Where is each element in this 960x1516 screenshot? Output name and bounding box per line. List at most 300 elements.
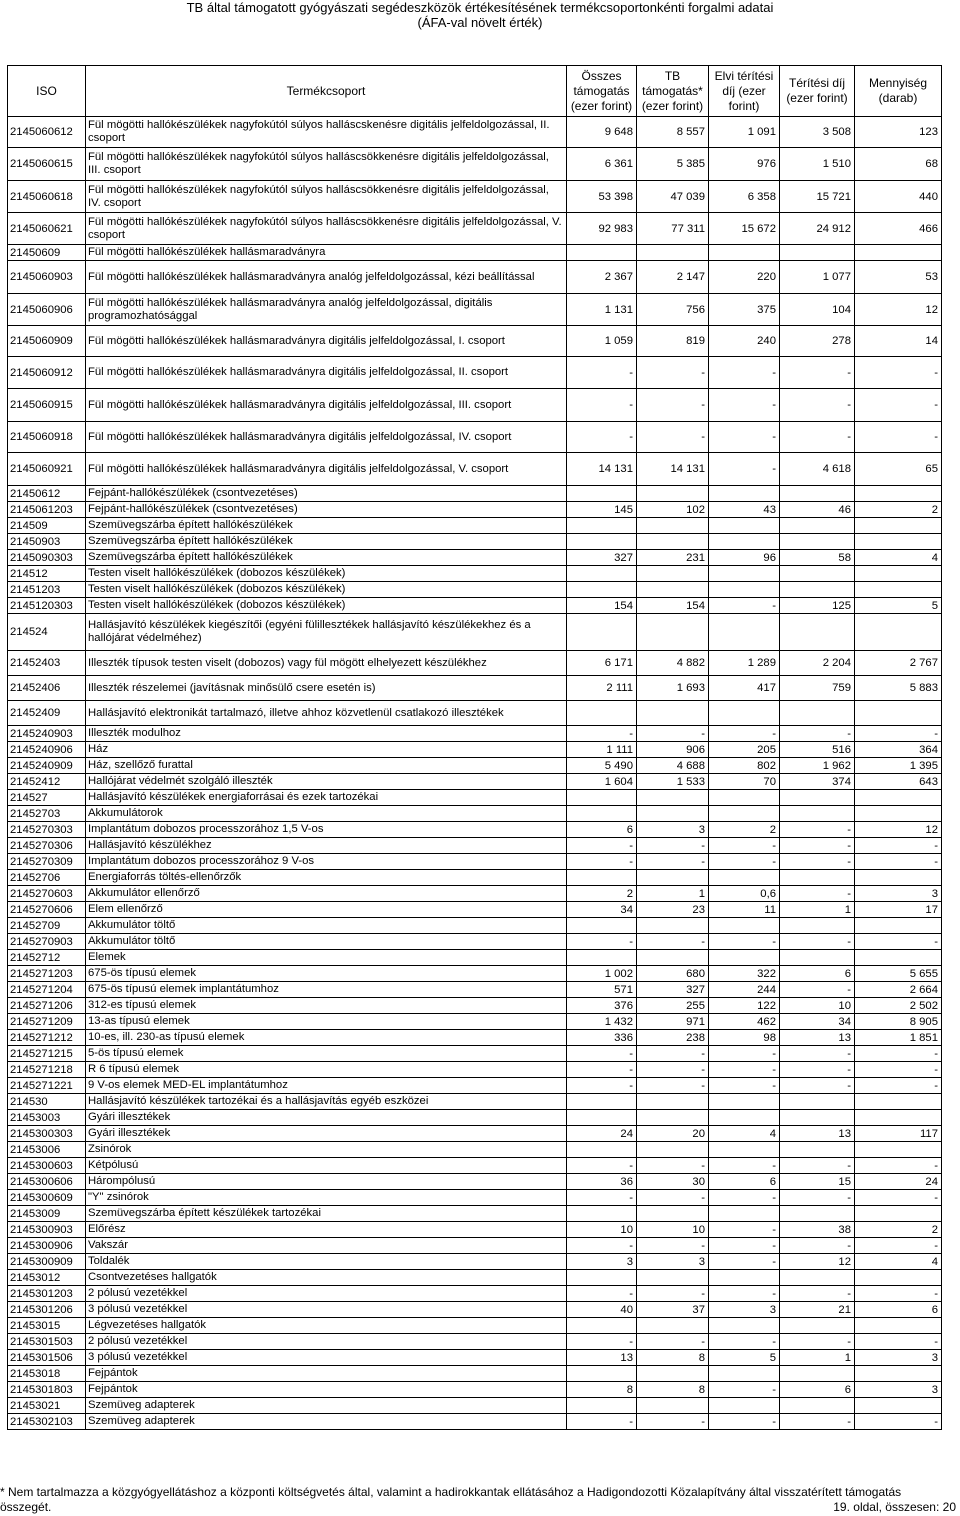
table-row	[8, 726, 942, 742]
col-header-group: Termékcsoport	[86, 66, 567, 117]
product-group-name: 675-ös típusú elemek implantátumhoz	[86, 982, 567, 998]
fee-value: 278	[780, 326, 855, 357]
product-group-name: Hallásjavító készülékhez	[86, 838, 567, 854]
tb-support-value: 8 557	[637, 117, 709, 148]
fee-value: 1 510	[780, 148, 855, 181]
quantity-value: -	[855, 838, 942, 854]
tb-support-value	[637, 245, 709, 261]
iso-code: 21452712	[8, 950, 86, 966]
quantity-value: -	[855, 357, 942, 389]
total-support-value: 10	[567, 1222, 637, 1238]
fee-value: 13	[780, 1126, 855, 1142]
theoretical-fee-value: 205	[709, 742, 780, 758]
iso-code: 214524	[8, 614, 86, 651]
table-row	[8, 822, 942, 838]
total-support-value: -	[567, 1238, 637, 1254]
tb-support-value	[637, 534, 709, 550]
tb-support-value	[637, 1318, 709, 1334]
table-row	[8, 1398, 942, 1414]
product-group-name: Zsinórok	[86, 1142, 567, 1158]
total-support-value: 36	[567, 1174, 637, 1190]
tb-support-value: 102	[637, 502, 709, 518]
tb-support-value: 819	[637, 326, 709, 357]
quantity-value	[855, 918, 942, 934]
total-support-value	[567, 1110, 637, 1126]
fee-value: 58	[780, 550, 855, 566]
iso-code: 21452703	[8, 806, 86, 822]
product-group-name: 13-as típusú elemek	[86, 1014, 567, 1030]
quantity-value: 24	[855, 1174, 942, 1190]
quantity-value: 68	[855, 148, 942, 181]
tb-support-value: -	[637, 422, 709, 453]
theoretical-fee-value	[709, 950, 780, 966]
theoretical-fee-value: 1 091	[709, 117, 780, 148]
tb-support-value	[637, 1270, 709, 1286]
table-row	[8, 550, 942, 566]
table-row	[8, 998, 942, 1014]
quantity-value: 8 905	[855, 1014, 942, 1030]
total-support-value: 336	[567, 1030, 637, 1046]
theoretical-fee-value: -	[709, 1062, 780, 1078]
total-support-value	[567, 918, 637, 934]
quantity-value	[855, 1110, 942, 1126]
table-row	[8, 1062, 942, 1078]
iso-code: 2145060915	[8, 389, 86, 422]
product-group-name: Szemüveg adapterek	[86, 1398, 567, 1414]
total-support-value: 13	[567, 1350, 637, 1366]
total-support-value: 5 490	[567, 758, 637, 774]
quantity-value: 2	[855, 1222, 942, 1238]
total-support-value: 92 983	[567, 213, 637, 245]
tb-support-value: 231	[637, 550, 709, 566]
product-group-name: Illeszték modulhoz	[86, 726, 567, 742]
theoretical-fee-value	[709, 566, 780, 582]
col-header-tb: TB támogatás* (ezer forint)	[637, 66, 709, 117]
theoretical-fee-value: 15 672	[709, 213, 780, 245]
total-support-value: 1 604	[567, 774, 637, 790]
theoretical-fee-value: 244	[709, 982, 780, 998]
tb-support-value: 756	[637, 294, 709, 326]
fee-value: 2 204	[780, 651, 855, 676]
table-body	[8, 117, 942, 1430]
table-row	[8, 245, 942, 261]
quantity-value: 2	[855, 502, 942, 518]
quantity-value: -	[855, 726, 942, 742]
theoretical-fee-value	[709, 790, 780, 806]
theoretical-fee-value: -	[709, 422, 780, 453]
quantity-value: 440	[855, 181, 942, 213]
total-support-value: -	[567, 934, 637, 950]
total-support-value	[567, 1318, 637, 1334]
fee-value: 516	[780, 742, 855, 758]
iso-code: 2145301503	[8, 1334, 86, 1350]
theoretical-fee-value: -	[709, 1190, 780, 1206]
product-group-name: Légvezetéses hallgatók	[86, 1318, 567, 1334]
product-group-name: Hallásjavító elektronikát tartalmazó, illetve ahhoz közvetlenül csatlakozó illesztékek	[86, 701, 567, 726]
iso-code: 2145060921	[8, 453, 86, 486]
theoretical-fee-value	[709, 582, 780, 598]
iso-code: 21453003	[8, 1110, 86, 1126]
theoretical-fee-value	[709, 870, 780, 886]
total-support-value: 24	[567, 1126, 637, 1142]
total-support-value: -	[567, 389, 637, 422]
tb-support-value: 20	[637, 1126, 709, 1142]
tb-support-value: 77 311	[637, 213, 709, 245]
product-group-name: R 6 típusú elemek	[86, 1062, 567, 1078]
theoretical-fee-value	[709, 245, 780, 261]
iso-code: 21452406	[8, 676, 86, 701]
fee-value: 13	[780, 1030, 855, 1046]
fee-value	[780, 566, 855, 582]
tb-support-value	[637, 1206, 709, 1222]
quantity-value: 12	[855, 822, 942, 838]
tb-support-value: 37	[637, 1302, 709, 1318]
theoretical-fee-value: -	[709, 598, 780, 614]
fee-value	[780, 870, 855, 886]
iso-code: 2145301206	[8, 1302, 86, 1318]
iso-code: 2145300903	[8, 1222, 86, 1238]
theoretical-fee-value	[709, 806, 780, 822]
theoretical-fee-value	[709, 1398, 780, 1414]
iso-code: 2145270903	[8, 934, 86, 950]
quantity-value: -	[855, 1062, 942, 1078]
iso-code: 2145271212	[8, 1030, 86, 1046]
quantity-value: 5 883	[855, 676, 942, 701]
total-support-value	[567, 614, 637, 651]
product-group-name: Szemüvegszárba épített hallókészülékek	[86, 518, 567, 534]
quantity-value: -	[855, 1078, 942, 1094]
quantity-value: 123	[855, 117, 942, 148]
fee-value: 1 077	[780, 261, 855, 294]
quantity-value: 1 395	[855, 758, 942, 774]
fee-value: -	[780, 886, 855, 902]
iso-code: 2145271221	[8, 1078, 86, 1094]
theoretical-fee-value: -	[709, 934, 780, 950]
iso-code: 2145270306	[8, 838, 86, 854]
product-group-name: Csontvezetéses hallgatók	[86, 1270, 567, 1286]
theoretical-fee-value: -	[709, 1222, 780, 1238]
fee-value	[780, 1366, 855, 1382]
table-row	[8, 1366, 942, 1382]
total-support-value	[567, 245, 637, 261]
table-row	[8, 1222, 942, 1238]
theoretical-fee-value: 70	[709, 774, 780, 790]
total-support-value: 145	[567, 502, 637, 518]
fee-value: 374	[780, 774, 855, 790]
iso-code: 21453018	[8, 1366, 86, 1382]
iso-code: 2145300609	[8, 1190, 86, 1206]
tb-support-value: -	[637, 357, 709, 389]
total-support-value: 154	[567, 598, 637, 614]
iso-code: 2145302103	[8, 1414, 86, 1430]
product-group-name: 10-es, ill. 230-as típusú elemek	[86, 1030, 567, 1046]
tb-support-value: -	[637, 1334, 709, 1350]
tb-support-value: -	[637, 854, 709, 870]
iso-code: 21452412	[8, 774, 86, 790]
fee-value	[780, 1318, 855, 1334]
fee-value	[780, 614, 855, 651]
quantity-value	[855, 1398, 942, 1414]
quantity-value	[855, 701, 942, 726]
quantity-value: -	[855, 389, 942, 422]
fee-value: -	[780, 1190, 855, 1206]
tb-support-value: 1 533	[637, 774, 709, 790]
product-group-name: Akkumulátor töltő	[86, 934, 567, 950]
total-support-value: 1 131	[567, 294, 637, 326]
data-table	[7, 65, 942, 1430]
product-group-name: Implantátum dobozos processzorához 9 V-os	[86, 854, 567, 870]
product-group-name: Fejpántok	[86, 1366, 567, 1382]
theoretical-fee-value: 96	[709, 550, 780, 566]
tb-support-value	[637, 1110, 709, 1126]
theoretical-fee-value: -	[709, 389, 780, 422]
product-group-name: 5-ös típusú elemek	[86, 1046, 567, 1062]
fee-value	[780, 1270, 855, 1286]
iso-code: 2145300906	[8, 1238, 86, 1254]
fee-value: 1	[780, 1350, 855, 1366]
quantity-value	[855, 614, 942, 651]
table-row	[8, 1094, 942, 1110]
fee-value: 4 618	[780, 453, 855, 486]
fee-value	[780, 918, 855, 934]
tb-support-value: 255	[637, 998, 709, 1014]
table-row	[8, 181, 942, 213]
product-group-name: Toldalék	[86, 1254, 567, 1270]
total-support-value: 53 398	[567, 181, 637, 213]
iso-code: 2145270603	[8, 886, 86, 902]
fee-value: -	[780, 1158, 855, 1174]
tb-support-value: 4 882	[637, 651, 709, 676]
table-row	[8, 838, 942, 854]
fee-value: 6	[780, 1382, 855, 1398]
quantity-value: -	[855, 1046, 942, 1062]
total-support-value: 2	[567, 886, 637, 902]
total-support-value: 1 111	[567, 742, 637, 758]
theoretical-fee-value: 462	[709, 1014, 780, 1030]
page-number: 19. oldal, összesen: 20	[833, 1500, 956, 1514]
product-group-name: Akkumulátorok	[86, 806, 567, 822]
theoretical-fee-value: 802	[709, 758, 780, 774]
tb-support-value: -	[637, 726, 709, 742]
tb-support-value	[637, 701, 709, 726]
table-row	[8, 389, 942, 422]
product-group-name: Illeszték részelemei (javításnak minősülő csere esetén is)	[86, 676, 567, 701]
total-support-value: 1 432	[567, 1014, 637, 1030]
product-group-name: "Y" zsinórok	[86, 1190, 567, 1206]
fee-value	[780, 486, 855, 502]
tb-support-value: 5 385	[637, 148, 709, 181]
product-group-name: Implantátum dobozos processzorához 1,5 V-os	[86, 822, 567, 838]
table-row	[8, 1030, 942, 1046]
total-support-value	[567, 701, 637, 726]
product-group-name: Akkumulátor töltő	[86, 918, 567, 934]
total-support-value: 3	[567, 1254, 637, 1270]
quantity-value: -	[855, 1334, 942, 1350]
total-support-value: -	[567, 1414, 637, 1430]
iso-code: 2145120303	[8, 598, 86, 614]
total-support-value: 14 131	[567, 453, 637, 486]
table-row	[8, 651, 942, 676]
total-support-value	[567, 486, 637, 502]
table-row	[8, 582, 942, 598]
tb-support-value: 1	[637, 886, 709, 902]
iso-code: 2145300606	[8, 1174, 86, 1190]
fee-value	[780, 1398, 855, 1414]
total-support-value	[567, 566, 637, 582]
product-group-name: 3 pólusú vezetékkel	[86, 1302, 567, 1318]
tb-support-value	[637, 790, 709, 806]
table-row	[8, 701, 942, 726]
theoretical-fee-value: -	[709, 1414, 780, 1430]
table-row	[8, 1254, 942, 1270]
product-group-name: 675-ös típusú elemek	[86, 966, 567, 982]
product-group-name: Hallójárat védelmét szolgáló illeszték	[86, 774, 567, 790]
product-group-name: Elemek	[86, 950, 567, 966]
quantity-value: 4	[855, 1254, 942, 1270]
fee-value: -	[780, 1062, 855, 1078]
iso-code: 2145060618	[8, 181, 86, 213]
table-row	[8, 1190, 942, 1206]
theoretical-fee-value	[709, 1110, 780, 1126]
quantity-value: 364	[855, 742, 942, 758]
tb-support-value: 8	[637, 1350, 709, 1366]
quantity-value: -	[855, 1414, 942, 1430]
total-support-value	[567, 1398, 637, 1414]
product-group-name: Előrész	[86, 1222, 567, 1238]
fee-value: -	[780, 357, 855, 389]
product-group-name: Testen viselt hallókészülékek (dobozos készülékek)	[86, 598, 567, 614]
quantity-value: 466	[855, 213, 942, 245]
product-group-name: 312-es típusú elemek	[86, 998, 567, 1014]
iso-code: 2145271206	[8, 998, 86, 1014]
iso-code: 21450609	[8, 245, 86, 261]
total-support-value: -	[567, 1062, 637, 1078]
theoretical-fee-value: 5	[709, 1350, 780, 1366]
theoretical-fee-value: -	[709, 1158, 780, 1174]
theoretical-fee-value: 122	[709, 998, 780, 1014]
table-row	[8, 534, 942, 550]
product-group-name: Testen viselt hallókészülékek (dobozos készülékek)	[86, 582, 567, 598]
table-header-row	[8, 66, 942, 117]
fee-value: -	[780, 1078, 855, 1094]
tb-support-value: -	[637, 838, 709, 854]
fee-value: -	[780, 1286, 855, 1302]
product-group-name: Fül mögötti hallókészülékek hallásmaradványra digitális jelfeldolgozással, II. csoport	[86, 357, 567, 389]
quantity-value: 5 655	[855, 966, 942, 982]
fee-value: 34	[780, 1014, 855, 1030]
theoretical-fee-value: 3	[709, 1302, 780, 1318]
fee-value	[780, 806, 855, 822]
theoretical-fee-value: -	[709, 838, 780, 854]
quantity-value: 5	[855, 598, 942, 614]
theoretical-fee-value	[709, 1318, 780, 1334]
theoretical-fee-value: -	[709, 1078, 780, 1094]
tb-support-value: 4 688	[637, 758, 709, 774]
table-row	[8, 886, 942, 902]
quantity-value	[855, 566, 942, 582]
theoretical-fee-value: 976	[709, 148, 780, 181]
product-group-name: Testen viselt hallókészülékek (dobozos készülékek)	[86, 566, 567, 582]
iso-code: 21453015	[8, 1318, 86, 1334]
total-support-value: -	[567, 1078, 637, 1094]
theoretical-fee-value: -	[709, 357, 780, 389]
total-support-value: 8	[567, 1382, 637, 1398]
fee-value	[780, 950, 855, 966]
theoretical-fee-value: 98	[709, 1030, 780, 1046]
total-support-value: -	[567, 1158, 637, 1174]
table-row	[8, 453, 942, 486]
fee-value: -	[780, 1046, 855, 1062]
theoretical-fee-value: -	[709, 1286, 780, 1302]
quantity-value: 3	[855, 1350, 942, 1366]
iso-code: 2145300909	[8, 1254, 86, 1270]
quantity-value	[855, 1270, 942, 1286]
iso-code: 2145090303	[8, 550, 86, 566]
fee-value: 6	[780, 966, 855, 982]
theoretical-fee-value: 0,6	[709, 886, 780, 902]
quantity-value: 2 767	[855, 651, 942, 676]
total-support-value: -	[567, 726, 637, 742]
page-title: TB által támogatott gyógyászati segédeszközök értékesítésének termékcsoportonkénti forgalmi adatai	[186, 0, 774, 15]
tb-support-value	[637, 486, 709, 502]
fee-value	[780, 245, 855, 261]
quantity-value: 17	[855, 902, 942, 918]
product-group-name: 2 pólusú vezetékkel	[86, 1286, 567, 1302]
table-row	[8, 854, 942, 870]
tb-support-value: 906	[637, 742, 709, 758]
iso-code: 2145301506	[8, 1350, 86, 1366]
fee-value: -	[780, 838, 855, 854]
fee-value	[780, 534, 855, 550]
quantity-value: 4	[855, 550, 942, 566]
iso-code: 2145300303	[8, 1126, 86, 1142]
product-group-name: Akkumulátor ellenőrző	[86, 886, 567, 902]
table-row	[8, 918, 942, 934]
product-group-name: Fül mögötti hallókészülékek hallásmaradványra analóg jelfeldolgozással, digitális programozhatósággal	[86, 294, 567, 326]
product-group-name: Fül mögötti hallókészülékek hallásmaradványra digitális jelfeldolgozással, IV. csoport	[86, 422, 567, 453]
tb-support-value: -	[637, 1190, 709, 1206]
fee-value: 15	[780, 1174, 855, 1190]
iso-code: 2145300603	[8, 1158, 86, 1174]
iso-code: 2145271218	[8, 1062, 86, 1078]
product-group-name: Fül mögötti hallókészülékek hallásmaradványra digitális jelfeldolgozással, V. csoport	[86, 453, 567, 486]
theoretical-fee-value: 1 289	[709, 651, 780, 676]
iso-code: 21452403	[8, 651, 86, 676]
table-row	[8, 1078, 942, 1094]
quantity-value: 3	[855, 1382, 942, 1398]
theoretical-fee-value	[709, 614, 780, 651]
total-support-value	[567, 1094, 637, 1110]
table-row	[8, 422, 942, 453]
iso-code: 2145060621	[8, 213, 86, 245]
quantity-value: -	[855, 1158, 942, 1174]
table-row	[8, 1142, 942, 1158]
total-support-value: -	[567, 1190, 637, 1206]
product-group-name: Fül mögötti hallókészülékek hallásmaradványra analóg jelfeldolgozással, kézi beállítással	[86, 261, 567, 294]
fee-value: 1 962	[780, 758, 855, 774]
fee-value: 38	[780, 1222, 855, 1238]
table-row	[8, 117, 942, 148]
theoretical-fee-value: 220	[709, 261, 780, 294]
theoretical-fee-value: 6 358	[709, 181, 780, 213]
quantity-value	[855, 1366, 942, 1382]
table-row	[8, 213, 942, 245]
quantity-value: -	[855, 422, 942, 453]
table-row	[8, 742, 942, 758]
tb-support-value: 14 131	[637, 453, 709, 486]
table-row	[8, 1334, 942, 1350]
quantity-value: 643	[855, 774, 942, 790]
